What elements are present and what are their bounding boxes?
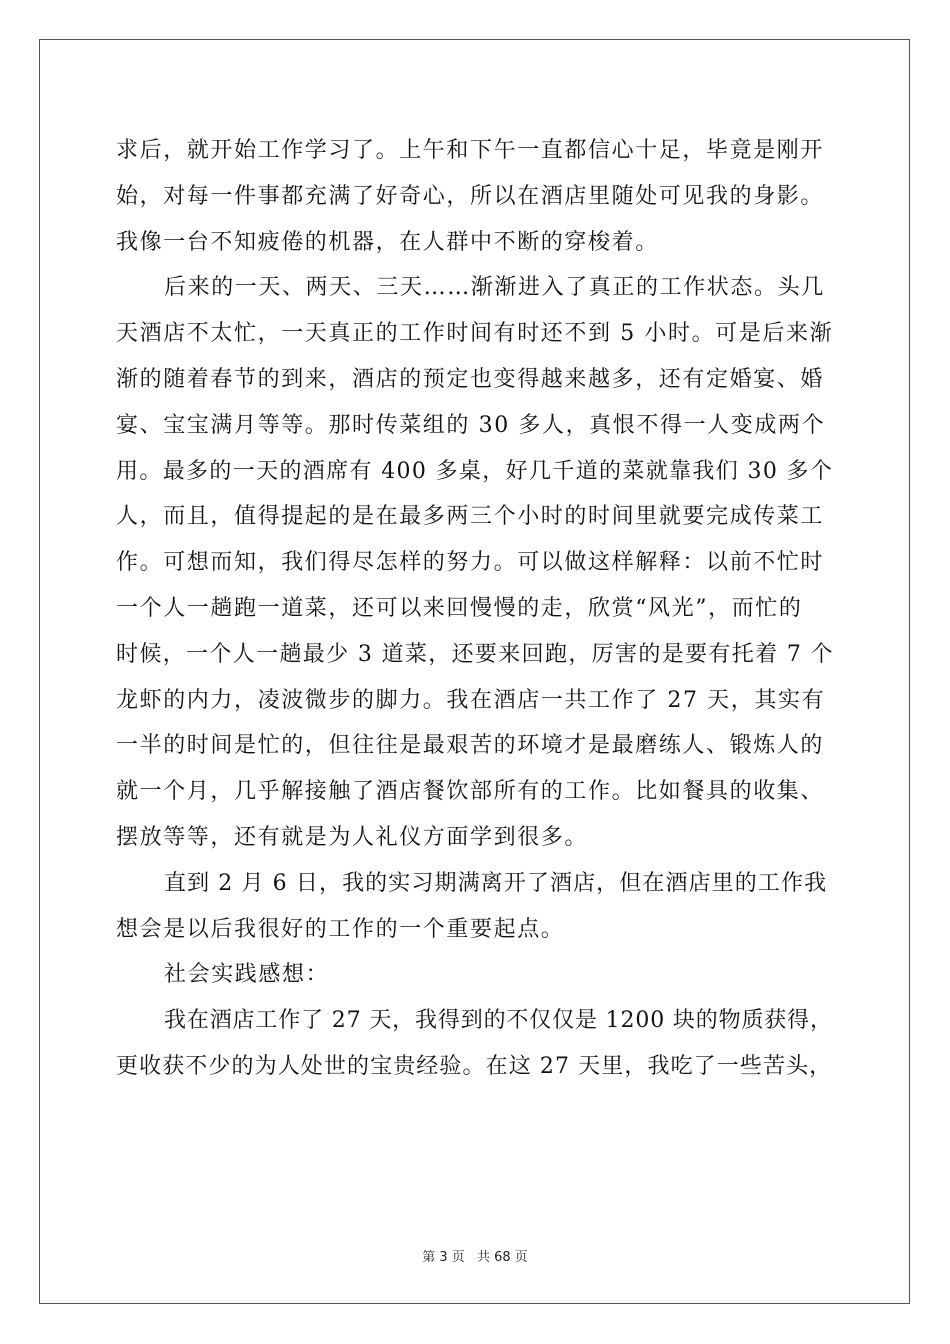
text-line: 后来的一天、两天、三天……渐渐进入了真正的工作状态。头几 <box>164 275 825 301</box>
text-line: 想会是以后我很好的工作的一个重要起点。 <box>116 916 565 942</box>
document-body <box>116 128 834 1090</box>
text-line: 一半的时间是忙的，但往往是最艰苦的环境才是最磨练人、锻炼人的 <box>116 733 825 759</box>
text-line: 作。可想而知，我们得尽怎样的努力。可以做这样解释：以前不忙时 <box>116 550 825 576</box>
text-line: 一个人一趟跑一道菜，还可以来回慢慢的走，欣赏“风光”，而忙的 <box>116 595 803 621</box>
text-line: 社会实践感想： <box>164 962 330 988</box>
text-line: 宴、宝宝满月等等。那时传菜组的 30 多人，真恨不得一人变成两个 <box>116 412 826 438</box>
text-line: 始，对每一件事都充满了好奇心，所以在酒店里随处可见我的身影。 <box>116 183 825 209</box>
text-line: 更收获不少的为人处世的宝贵经验。在这 27 天里，我吃了一些苦头， <box>116 1053 833 1079</box>
text-line: 直到 2 月 6 日，我的实习期满离开了酒店，但在酒店里的工作我 <box>164 870 828 896</box>
text-line: 渐的随着春节的到来，酒店的预定也变得越来越多，还有定婚宴、婚 <box>116 366 825 392</box>
text-line: 摆放等等，还有就是为人礼仪方面学到很多。 <box>116 824 589 850</box>
text-line: 我像一台不知疲倦的机器，在人群中不断的穿梭着。 <box>116 229 659 255</box>
text-line: 天酒店不太忙，一天真正的工作时间有时还不到 5 小时。可是后来渐 <box>116 321 834 347</box>
text-line: 就一个月，几乎解接触了酒店餐饮部所有的工作。比如餐具的收集、 <box>116 779 825 805</box>
text-line: 龙虾的内力，凌波微步的脚力。我在酒店一共工作了 27 天，其实有 <box>116 687 826 713</box>
text-line: 我在酒店工作了 27 天，我得到的不仅仅是 1200 块的物质获得， <box>164 1008 833 1034</box>
text-line: 时候，一个人一趟最少 3 道菜，还要来回跑，厉害的是要有托着 7 个 <box>116 641 834 667</box>
page-number: 第 3 页 <box>422 1250 465 1265</box>
text-line: 人，而且，值得提起的是在最多两三个小时的时间里就要完成传菜工 <box>116 504 825 530</box>
text-line: 用。最多的一天的酒席有 400 多桌，好几千道的菜就靠我们 30 多个 <box>116 458 834 484</box>
text-line: 求后，就开始工作学习了。上午和下午一直都信心十足，毕竟是刚开 <box>116 138 825 163</box>
page-footer <box>0 1246 950 1265</box>
page-total: 共 68 页 <box>476 1250 528 1265</box>
